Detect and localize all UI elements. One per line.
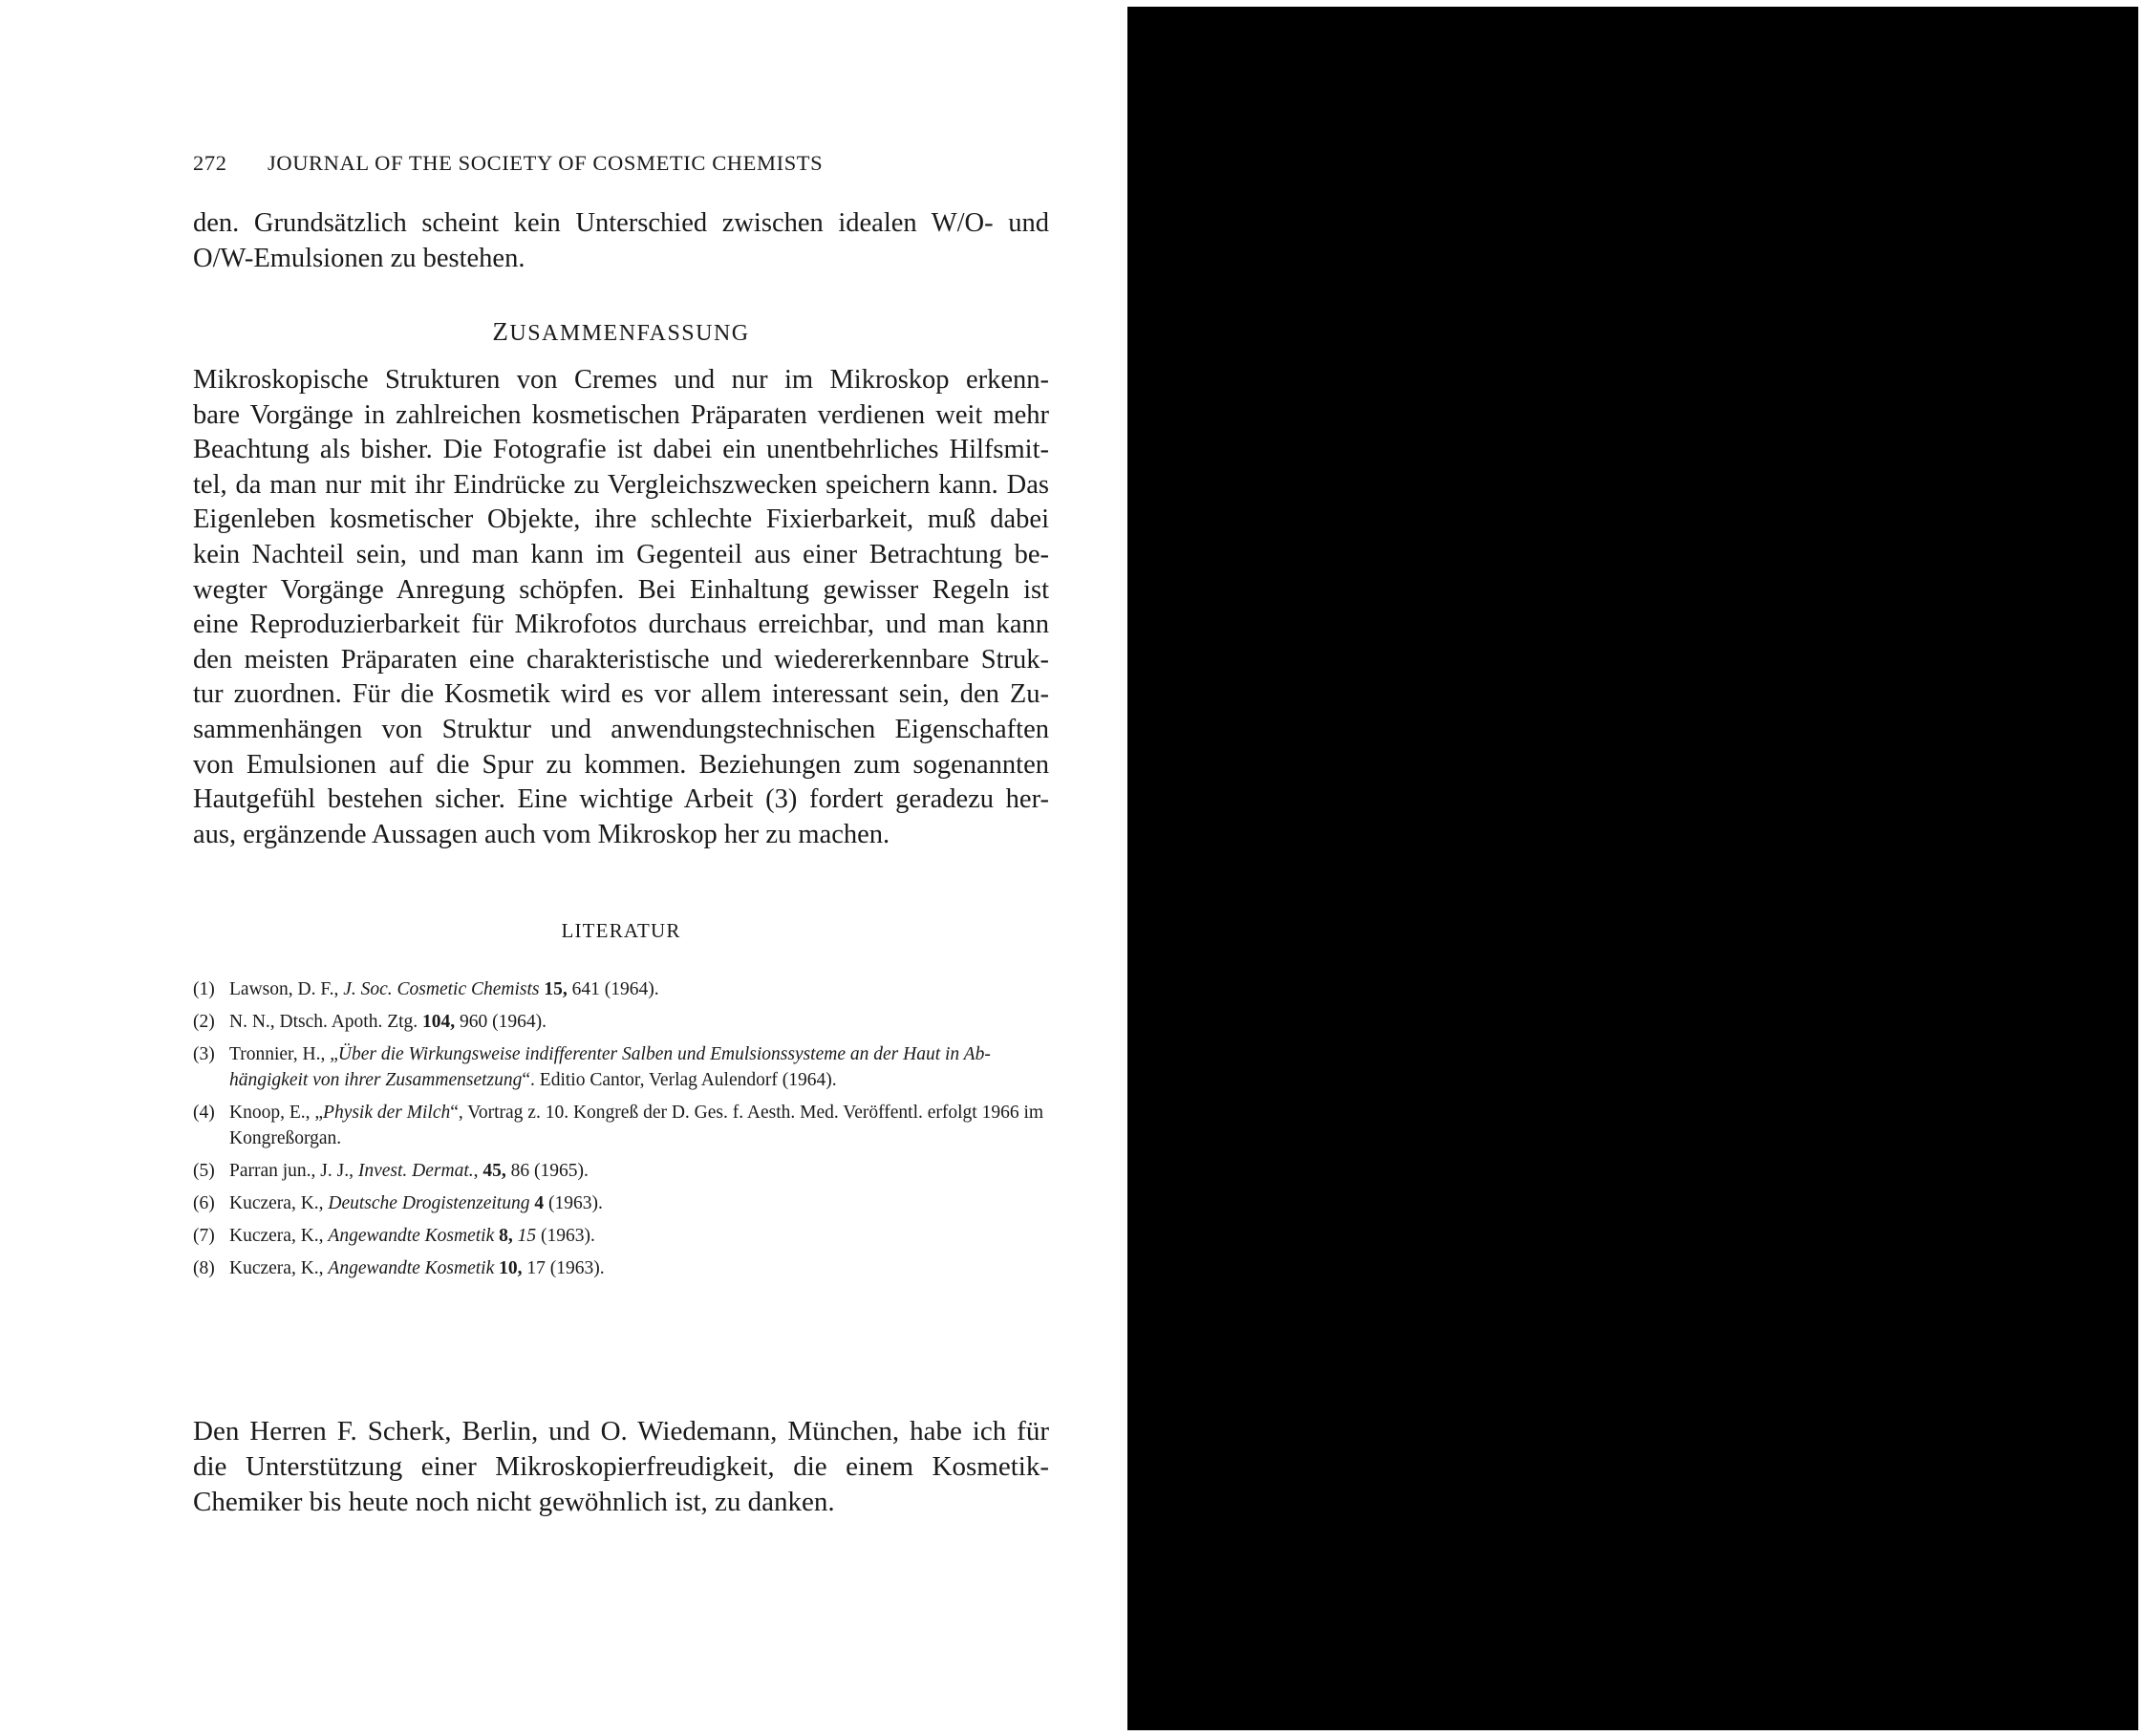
text-line: eine Reproduzierbarkeit für Mikrofotos durchaus erreichbar, und man kann: [193, 610, 1049, 640]
reference-item: (7) Kuczera, K., Angewandte Kosmetik 8, 15 (1963).: [193, 1226, 595, 1246]
text-line: den. Grundsätzlich scheint kein Unterschied zwischen idealen W/O- und: [193, 208, 1049, 238]
acknowledgement-paragraph: [193, 1414, 1049, 1520]
text-line: Den Herren F. Scherk, Berlin, und O. Wiedemann, München, habe ich für: [193, 1416, 1049, 1447]
text-line: Beachtung als bisher. Die Fotografie ist dabei ein unentbehrliches Hilfsmit-: [193, 435, 1049, 465]
literature-heading: LITERATUR: [561, 919, 681, 942]
text-line: Chemiker bis heute noch nicht gewöhnlich ist, zu danken.: [193, 1487, 835, 1517]
text-line: kein Nachteil sein, und man kann im Gegenteil aus einer Betrachtung be-: [193, 539, 1049, 569]
reference-item: (6) Kuczera, K., Deutsche Drogistenzeitung 4 (1963).: [193, 1193, 603, 1213]
running-header: [193, 151, 1053, 176]
text-line: Hautgefühl bestehen sicher. Eine wichtige Arbeit (3) fordert geradezu her-: [193, 784, 1049, 815]
text-line: den meisten Präparaten eine charakteristische und wiedererkennbare Struk-: [193, 644, 1049, 675]
summary-heading: ZUSAMMENFASSUNG: [492, 317, 750, 346]
text-line: von Emulsionen auf die Spur zu kommen. Beziehungen zum sogenannten: [193, 749, 1049, 780]
journal-title: JOURNAL OF THE SOCIETY OF COSMETIC CHEMISTS: [268, 151, 824, 175]
text-line: tel, da man nur mit ihr Eindrücke zu Vergleichszwecken speichern kann. Das: [193, 469, 1049, 500]
text-line: sammenhängen von Struktur und anwendungstechnischen Eigenschaften: [193, 714, 1049, 744]
text-line: bare Vorgänge in zahlreichen kosmetischen Präparaten verdienen weit mehr: [193, 399, 1049, 430]
text-line: wegter Vorgänge Anregung schöpfen. Bei Einhaltung gewisser Regeln ist: [193, 574, 1049, 605]
reference-item: (4) Knoop, E., „Physik der Milch“, Vortrag z. 10. Kongreß der D. Ges. f. Aesth. Med. Veröffentl. erfolgt 1966 im Kongreßorgan.: [193, 1103, 1044, 1148]
reference-item: (8) Kuczera, K., Angewandte Kosmetik 10, 17 (1963).: [193, 1258, 605, 1278]
text-line: aus, ergänzende Aussagen auch vom Mikroskop her zu machen.: [193, 819, 890, 849]
summary-paragraph: [193, 363, 1049, 852]
reference-item: (2) N. N., Dtsch. Apoth. Ztg. 104, 960 (1964).: [193, 1012, 547, 1032]
reference-item: (3) Tronnier, H., „Über die Wirkungsweise indifferenter Salben und Emulsionssysteme an der Haut in Ab-hängigkeit von ihrer Zusammensetzung“. Editio Cantor, Verlag Aulendorf (1964).: [193, 1044, 991, 1090]
text-line: O/W-Emulsionen zu bestehen.: [193, 243, 525, 273]
reference-item: (1) Lawson, D. F., J. Soc. Cosmetic Chemists 15, 641 (1964).: [193, 979, 659, 999]
reference-item: (5) Parran jun., J. J., Invest. Dermat., 45, 86 (1965).: [193, 1161, 589, 1181]
black-blank-panel: [1127, 7, 2138, 1730]
text-line: tur zuordnen. Für die Kosmetik wird es vor allem interessant sein, den Zu-: [193, 679, 1049, 710]
text-line: die Unterstützung einer Mikroskopierfreudigkeit, die einem Kosmetik-: [193, 1451, 1049, 1482]
text-line: Eigenleben kosmetischer Objekte, ihre schlechte Fixierbarkeit, muß dabei: [193, 504, 1049, 535]
page-number: 272: [193, 151, 227, 175]
text-line: Mikroskopische Strukturen von Cremes und nur im Mikroskop erkenn-: [193, 365, 1049, 395]
intro-paragraph: [193, 206, 1049, 276]
reference-list: [193, 976, 1053, 1288]
